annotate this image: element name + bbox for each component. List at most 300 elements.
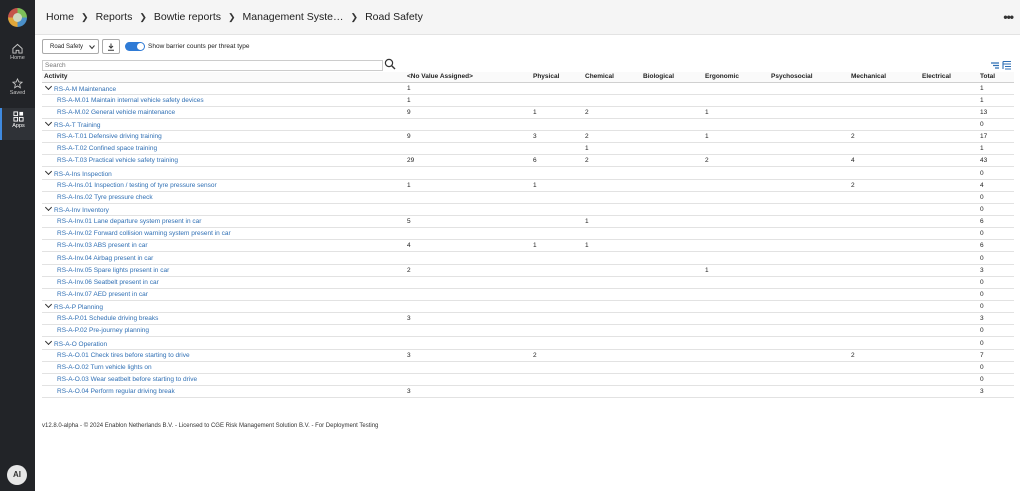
count-cell — [769, 313, 849, 325]
chevron-down-icon[interactable] — [45, 119, 52, 126]
count-cell: 1 — [978, 82, 1014, 94]
table-group-row[interactable] — [42, 82, 1014, 94]
count-cell — [405, 325, 531, 337]
count-cell — [531, 373, 583, 385]
table-row[interactable] — [42, 325, 1014, 337]
count-cell — [405, 191, 531, 203]
count-cell — [641, 155, 703, 167]
count-cell: 1 — [703, 131, 769, 143]
count-cell: 4 — [849, 155, 920, 167]
activity-name[interactable]: RS-A-P.02 Pre-journey planning — [57, 327, 150, 335]
chevron-down-icon — [89, 44, 95, 50]
count-cell — [583, 264, 641, 276]
count-cell — [920, 337, 978, 349]
count-cell — [849, 143, 920, 155]
chevron-right-icon: ❯ — [139, 11, 147, 22]
count-cell — [769, 264, 849, 276]
count-cell — [769, 216, 849, 228]
column-header[interactable]: Psychosocial — [769, 72, 849, 82]
count-cell — [769, 240, 849, 252]
table-row[interactable] — [42, 349, 1014, 361]
count-cell — [583, 252, 641, 264]
count-cell — [583, 179, 641, 191]
column-header[interactable]: Chemical — [583, 72, 641, 82]
table-row[interactable] — [42, 313, 1014, 325]
activity-name[interactable]: RS-A-Inv.06 Seatbelt present in car — [57, 278, 159, 286]
count-cell — [641, 240, 703, 252]
count-cell — [769, 106, 849, 118]
search-input[interactable]: Search — [42, 60, 383, 71]
count-cell: 43 — [978, 155, 1014, 167]
activity-name[interactable]: RS-A-P Planning — [54, 304, 104, 312]
count-cell — [920, 143, 978, 155]
count-cell — [531, 143, 583, 155]
footer-text: v12.8.0-alpha - © 2024 Enablon Netherlands B.V. - Licensed to CGE Risk Management Solution B.V. - For Deployment Testing — [42, 423, 379, 429]
count-cell — [531, 301, 583, 313]
activity-cell[interactable] — [42, 179, 405, 191]
count-cell — [531, 167, 583, 179]
column-header[interactable]: Electrical — [920, 72, 978, 82]
count-cell — [703, 94, 769, 106]
count-cell: 0 — [978, 118, 1014, 130]
count-cell: 7 — [978, 349, 1014, 361]
table-row[interactable] — [42, 179, 1014, 191]
breadcrumb-management-system[interactable]: Management Syste… — [242, 11, 344, 23]
count-cell — [920, 276, 978, 288]
count-cell — [583, 288, 641, 300]
count-cell — [641, 94, 703, 106]
header — [35, 0, 1020, 35]
count-cell — [641, 118, 703, 130]
activity-name[interactable]: RS-A-O Operation — [54, 340, 108, 348]
expand-all-icon[interactable] — [1002, 60, 1012, 70]
count-cell: 3 — [405, 349, 531, 361]
table-row[interactable] — [42, 191, 1014, 203]
count-cell — [769, 82, 849, 94]
column-header[interactable]: Activity — [42, 72, 405, 82]
activity-cell[interactable] — [42, 276, 405, 288]
count-cell: 1 — [583, 143, 641, 155]
count-cell — [641, 131, 703, 143]
count-cell: 0 — [978, 301, 1014, 313]
count-cell — [849, 216, 920, 228]
count-cell — [849, 276, 920, 288]
count-cell — [641, 386, 703, 398]
sidebar-item-apps[interactable] — [0, 108, 35, 140]
count-cell — [920, 94, 978, 106]
table-row[interactable] — [42, 94, 1014, 106]
count-cell: 9 — [405, 131, 531, 143]
chevron-down-icon[interactable] — [45, 168, 52, 175]
count-cell — [920, 288, 978, 300]
activity-name[interactable]: RS-A-O.02 Turn vehicle lights on — [57, 363, 152, 371]
home-icon — [12, 43, 23, 54]
count-cell — [641, 216, 703, 228]
count-cell: 3 — [405, 386, 531, 398]
count-cell: 4 — [978, 179, 1014, 191]
activity-cell[interactable] — [42, 82, 405, 94]
column-header[interactable]: <No Value Assigned> — [405, 72, 531, 82]
count-cell — [531, 216, 583, 228]
count-cell — [920, 361, 978, 373]
count-cell: 17 — [978, 131, 1014, 143]
activity-name[interactable]: RS-A-P.01 Schedule driving breaks — [57, 315, 159, 323]
count-cell — [849, 118, 920, 130]
table-group-row[interactable] — [42, 203, 1014, 215]
count-cell — [641, 143, 703, 155]
count-cell — [769, 179, 849, 191]
count-cell — [920, 349, 978, 361]
activity-cell[interactable] — [42, 264, 405, 276]
activity-cell[interactable] — [42, 252, 405, 264]
count-cell: 1 — [703, 264, 769, 276]
count-cell — [703, 373, 769, 385]
count-cell — [849, 203, 920, 215]
barrier-counts-toggle[interactable] — [125, 42, 145, 51]
column-header[interactable]: Ergonomic — [703, 72, 769, 82]
column-header[interactable]: Total — [978, 72, 1014, 82]
count-cell — [703, 361, 769, 373]
table-row[interactable] — [42, 131, 1014, 143]
activity-name[interactable]: RS-A-Ins Inspection — [54, 170, 112, 178]
count-cell — [405, 252, 531, 264]
count-cell — [703, 386, 769, 398]
activity-name[interactable]: RS-A-T.01 Defensive driving training — [57, 133, 162, 141]
table-row[interactable] — [42, 143, 1014, 155]
count-cell — [703, 191, 769, 203]
count-cell — [641, 167, 703, 179]
count-cell — [769, 373, 849, 385]
sidebar-item-label: Saved — [9, 90, 26, 96]
count-cell — [769, 325, 849, 337]
activity-cell[interactable] — [42, 203, 405, 215]
table-group-row[interactable] — [42, 301, 1014, 313]
count-cell: 2 — [531, 349, 583, 361]
activity-name[interactable]: RS-A-Ins.02 Tyre pressure check — [57, 193, 153, 201]
activity-cell[interactable] — [42, 118, 405, 130]
count-cell: 1 — [405, 94, 531, 106]
count-cell — [920, 155, 978, 167]
activity-cell[interactable] — [42, 349, 405, 361]
count-cell — [920, 264, 978, 276]
count-cell: 29 — [405, 155, 531, 167]
count-cell: 2 — [405, 264, 531, 276]
count-cell — [703, 179, 769, 191]
count-cell — [703, 301, 769, 313]
breadcrumb-reports[interactable]: Reports — [95, 11, 133, 23]
activity-name[interactable]: RS-A-T Training — [54, 121, 101, 129]
count-cell — [641, 349, 703, 361]
count-cell — [531, 228, 583, 240]
count-cell — [641, 373, 703, 385]
count-cell — [405, 167, 531, 179]
activity-cell[interactable] — [42, 131, 405, 143]
count-cell — [583, 325, 641, 337]
count-cell — [769, 228, 849, 240]
count-cell — [583, 337, 641, 349]
count-cell — [849, 288, 920, 300]
activity-name[interactable]: RS-A-Inv.05 Spare lights present in car — [57, 266, 170, 274]
count-cell — [641, 325, 703, 337]
activity-cell[interactable] — [42, 155, 405, 167]
table-body — [42, 82, 1014, 398]
table-row[interactable] — [42, 361, 1014, 373]
count-cell — [703, 313, 769, 325]
activity-name[interactable]: RS-A-O.04 Perform regular driving break — [57, 388, 175, 396]
count-cell — [920, 325, 978, 337]
activity-cell[interactable] — [42, 337, 405, 349]
count-cell — [703, 203, 769, 215]
count-cell: 0 — [978, 167, 1014, 179]
view-options — [990, 60, 1012, 70]
count-cell — [769, 167, 849, 179]
count-cell: 6 — [531, 155, 583, 167]
activity-cell[interactable] — [42, 361, 405, 373]
activity-cell[interactable] — [42, 228, 405, 240]
activity-cell[interactable] — [42, 288, 405, 300]
apps-icon — [13, 111, 24, 122]
count-cell: 0 — [978, 228, 1014, 240]
count-cell — [849, 228, 920, 240]
count-cell — [769, 301, 849, 313]
count-cell — [703, 252, 769, 264]
table-row[interactable] — [42, 276, 1014, 288]
count-cell — [583, 361, 641, 373]
table-row[interactable] — [42, 155, 1014, 167]
breadcrumb-home[interactable]: Home — [46, 11, 75, 23]
count-cell — [405, 361, 531, 373]
sidebar-item-home[interactable] — [0, 40, 35, 70]
table-row[interactable] — [42, 373, 1014, 385]
count-cell — [583, 373, 641, 385]
count-cell — [769, 252, 849, 264]
activity-name[interactable]: RS-A-Inv.07 AED present in car — [57, 290, 148, 298]
count-cell — [849, 325, 920, 337]
count-cell — [531, 325, 583, 337]
chevron-down-icon[interactable] — [45, 301, 52, 308]
activity-name[interactable]: RS-A-Inv Inventory — [54, 206, 109, 214]
count-cell: 0 — [978, 276, 1014, 288]
breadcrumb-bowtie-reports[interactable]: Bowtie reports — [153, 11, 221, 23]
column-header[interactable]: Biological — [641, 72, 703, 82]
count-cell: 6 — [978, 216, 1014, 228]
table-row[interactable] — [42, 252, 1014, 264]
activity-cell[interactable] — [42, 313, 405, 325]
count-cell: 1 — [978, 94, 1014, 106]
activity-name[interactable]: RS-A-Inv.02 Forward collision warning system present in car — [57, 230, 231, 238]
count-cell — [920, 118, 978, 130]
count-cell — [769, 191, 849, 203]
count-cell — [920, 82, 978, 94]
activity-cell[interactable] — [42, 143, 405, 155]
count-cell — [583, 118, 641, 130]
count-cell — [405, 118, 531, 130]
table-row[interactable] — [42, 216, 1014, 228]
table-row[interactable] — [42, 386, 1014, 398]
collapse-all-icon[interactable] — [990, 60, 1000, 70]
count-cell — [769, 118, 849, 130]
activity-name[interactable]: RS-A-Inv.01 Lane departure system present in car — [57, 218, 202, 226]
count-cell — [583, 386, 641, 398]
chevron-down-icon[interactable] — [45, 337, 52, 344]
star-icon — [12, 78, 23, 89]
count-cell: 0 — [978, 373, 1014, 385]
sidebar-item-label: Apps — [12, 123, 25, 129]
table-row[interactable] — [42, 240, 1014, 252]
activity-cell[interactable] — [42, 191, 405, 203]
count-cell — [405, 288, 531, 300]
count-cell: 0 — [978, 288, 1014, 300]
count-cell — [583, 94, 641, 106]
activity-cell[interactable] — [42, 386, 405, 398]
activity-cell[interactable] — [42, 301, 405, 313]
app-logo[interactable] — [8, 8, 27, 27]
count-cell: 1 — [531, 179, 583, 191]
activity-cell[interactable] — [42, 106, 405, 118]
count-cell — [920, 167, 978, 179]
count-cell: 0 — [978, 325, 1014, 337]
activity-name[interactable]: RS-A-M.01 Maintain internal vehicle safety devices — [57, 96, 204, 104]
table-row[interactable] — [42, 288, 1014, 300]
count-cell — [531, 386, 583, 398]
count-cell — [531, 252, 583, 264]
barrier-counts-toggle-label: Show barrier counts per threat type — [148, 43, 250, 50]
sidebar-item-saved[interactable] — [0, 75, 35, 105]
count-cell: 3 — [978, 313, 1014, 325]
chevron-down-icon[interactable] — [45, 204, 52, 211]
count-cell — [531, 288, 583, 300]
count-cell: 0 — [978, 337, 1014, 349]
activity-cell[interactable] — [42, 373, 405, 385]
count-cell — [531, 191, 583, 203]
count-cell — [849, 301, 920, 313]
count-cell — [920, 106, 978, 118]
count-cell — [531, 276, 583, 288]
count-cell — [641, 313, 703, 325]
count-cell — [641, 106, 703, 118]
activity-cell[interactable] — [42, 216, 405, 228]
activity-name[interactable]: RS-A-Inv.04 Airbag present in car — [57, 254, 154, 262]
count-cell — [849, 167, 920, 179]
avatar[interactable]: AI — [7, 465, 27, 485]
count-cell — [641, 264, 703, 276]
count-cell: 5 — [405, 216, 531, 228]
activity-name[interactable]: RS-A-Ins.01 Inspection / testing of tyre pressure sensor — [57, 181, 217, 189]
count-cell: 3 — [978, 386, 1014, 398]
export-button[interactable] — [102, 39, 120, 54]
count-cell — [405, 373, 531, 385]
count-cell — [405, 143, 531, 155]
count-cell — [531, 361, 583, 373]
count-cell — [405, 301, 531, 313]
column-header[interactable]: Physical — [531, 72, 583, 82]
count-cell — [920, 240, 978, 252]
count-cell — [920, 373, 978, 385]
activity-name[interactable]: RS-A-O.03 Wear seatbelt before starting to drive — [57, 375, 198, 383]
activity-name[interactable]: RS-A-O.01 Check tires before starting to drive — [57, 351, 190, 359]
table-group-row[interactable] — [42, 337, 1014, 349]
activity-name[interactable]: RS-A-M Maintenance — [54, 85, 117, 93]
count-cell — [531, 337, 583, 349]
count-cell — [583, 191, 641, 203]
count-cell — [641, 228, 703, 240]
count-cell — [849, 82, 920, 94]
count-cell — [703, 288, 769, 300]
breadcrumb — [46, 11, 423, 23]
more-options-icon[interactable]: ••• — [1003, 10, 1013, 24]
sidebar-item-label: Home — [10, 55, 25, 61]
count-cell — [641, 361, 703, 373]
table-row[interactable] — [42, 106, 1014, 118]
activity-name[interactable]: RS-A-T.03 Practical vehicle safety training — [57, 157, 179, 165]
activity-name[interactable]: RS-A-M.02 General vehicle maintenance — [57, 108, 176, 116]
activity-name[interactable]: RS-A-T.02 Confined space training — [57, 145, 158, 153]
count-cell — [703, 337, 769, 349]
count-cell — [531, 313, 583, 325]
count-cell — [920, 252, 978, 264]
activity-cell[interactable] — [42, 325, 405, 337]
count-cell — [920, 386, 978, 398]
count-cell: 2 — [849, 349, 920, 361]
activity-cell[interactable] — [42, 240, 405, 252]
count-cell — [641, 276, 703, 288]
count-cell: 0 — [978, 361, 1014, 373]
search-icon[interactable] — [384, 58, 396, 70]
activity-name[interactable]: RS-A-Inv.03 ABS present in car — [57, 242, 148, 250]
count-cell — [405, 276, 531, 288]
count-cell: 3 — [531, 131, 583, 143]
count-cell — [849, 264, 920, 276]
count-cell — [703, 228, 769, 240]
table-row[interactable] — [42, 228, 1014, 240]
count-cell — [641, 252, 703, 264]
table-header-row — [42, 72, 1014, 82]
count-cell — [769, 155, 849, 167]
count-cell — [849, 337, 920, 349]
count-cell — [769, 143, 849, 155]
count-cell: 4 — [405, 240, 531, 252]
count-cell: 1 — [531, 106, 583, 118]
count-cell — [405, 228, 531, 240]
count-cell — [641, 288, 703, 300]
table-group-row[interactable] — [42, 118, 1014, 130]
column-header[interactable]: Mechanical — [849, 72, 920, 82]
chevron-down-icon[interactable] — [45, 83, 52, 90]
bowtie-select[interactable] — [42, 39, 99, 54]
count-cell: 1 — [978, 143, 1014, 155]
count-cell — [641, 82, 703, 94]
count-cell — [531, 82, 583, 94]
count-cell: 0 — [978, 191, 1014, 203]
count-cell — [641, 203, 703, 215]
count-cell — [849, 191, 920, 203]
count-cell — [531, 94, 583, 106]
count-cell — [769, 386, 849, 398]
count-cell: 1 — [405, 179, 531, 191]
count-cell: 3 — [978, 264, 1014, 276]
count-cell — [920, 203, 978, 215]
count-cell — [769, 361, 849, 373]
count-cell — [641, 337, 703, 349]
count-cell — [849, 361, 920, 373]
table-row[interactable] — [42, 264, 1014, 276]
count-cell: 0 — [978, 252, 1014, 264]
count-cell: 2 — [583, 106, 641, 118]
activity-cell[interactable] — [42, 94, 405, 106]
chevron-right-icon: ❯ — [350, 11, 359, 22]
table-group-row[interactable] — [42, 167, 1014, 179]
activity-cell[interactable] — [42, 167, 405, 179]
